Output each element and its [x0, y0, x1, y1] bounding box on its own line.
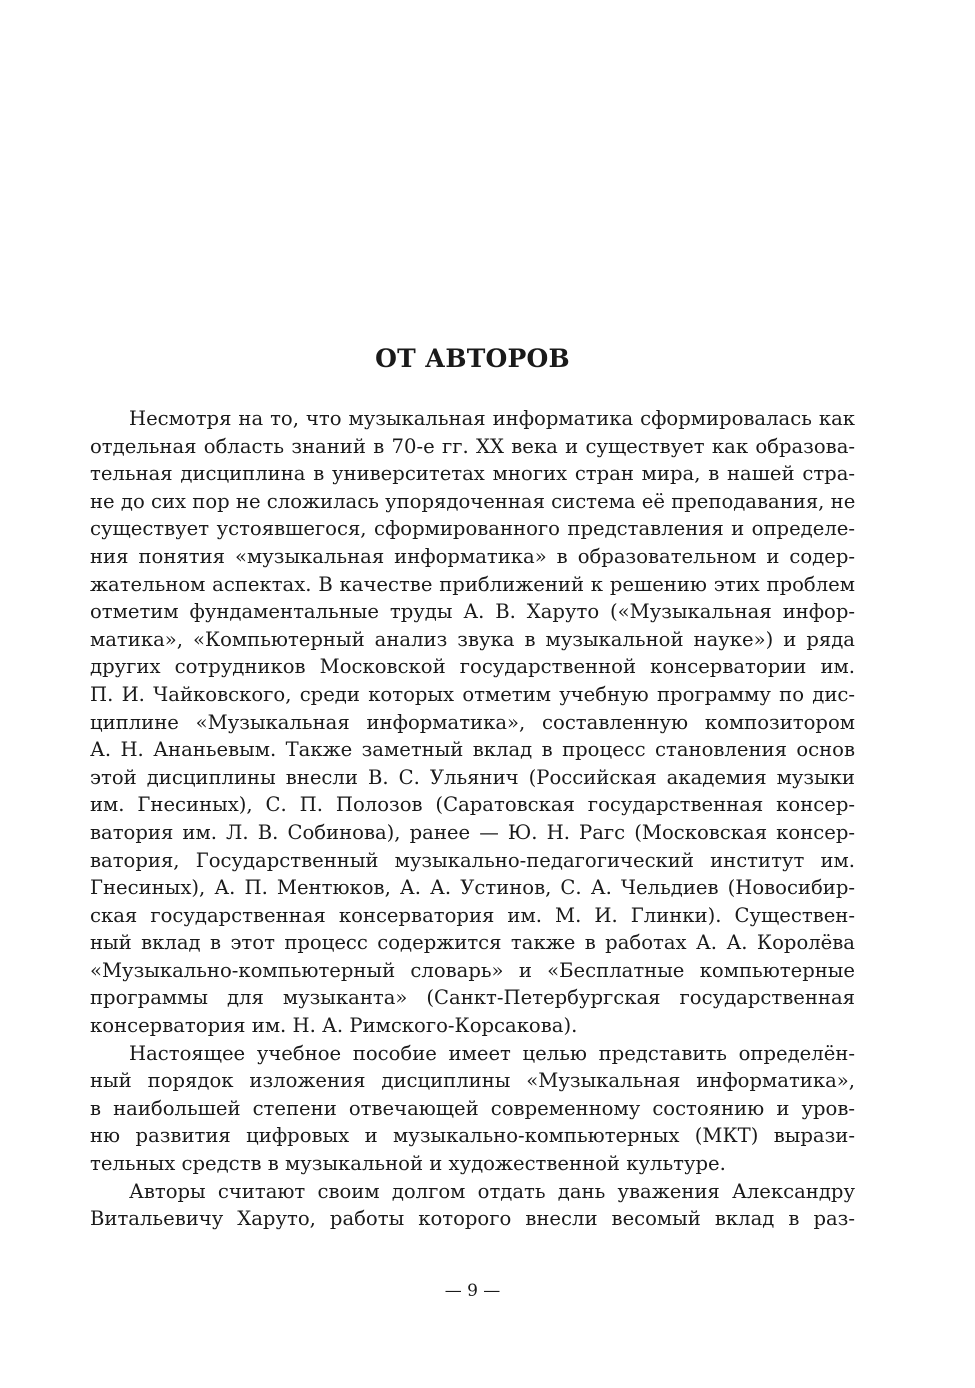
text-line: матика», «Компьютерный анализ звука в музыкальной науке») и ряда [90, 627, 855, 651]
text-line: «Музыкально-компьютерный словарь» и «Бесплатные компьютерные [90, 958, 855, 982]
text-line: Несмотря на то, что музыкальная информатика сформировалась как [129, 407, 855, 430]
text-line: ню развития цифровых и музыкально-компьютерных (МКТ) вырази- [90, 1124, 855, 1148]
text-line: отметим фундаментальные труды А. В. Харуто («Музыкальная инфор- [90, 600, 855, 624]
text-line: П. И. Чайковского, среди которых отметим учебную программу по дис- [90, 682, 855, 706]
text-line: ный порядок изложения дисциплины «Музыкальная информатика», [90, 1069, 855, 1093]
text-line: Настоящее учебное пособие имеет целью представить определён- [129, 1041, 855, 1065]
text-line: Витальевичу Харуто, работы которого внесли весомый вклад в раз- [90, 1207, 855, 1231]
text-line: тельная дисциплина в университетах многих стран мира, в нашей стра- [90, 462, 855, 486]
text-line: ватория им. Л. В. Собинова), ранее — Ю. Н. Рагс (Московская консер- [90, 820, 855, 844]
page-number: — 9 — [444, 1281, 501, 1301]
section-heading: ОТ АВТОРОВ [375, 344, 570, 373]
text-line: Гнесиных), А. П. Ментюков, А. А. Устинов, С. А. Чельдиев (Новосибир- [90, 876, 855, 900]
text-line: этой дисциплины внесли В. С. Ульянич (Российская академия музыки [90, 765, 855, 789]
text-line: циплине «Музыкальная информатика», составленную композитором [90, 710, 855, 734]
body-text [90, 405, 855, 1233]
text-line: Авторы считают своим долгом отдать дань уважения Александру [129, 1179, 855, 1203]
text-line: ния понятия «музыкальная информатика» в образовательном и содер- [90, 544, 855, 568]
text-line: ный вклад в этот процесс содержится также в работах А. А. Королёва [90, 931, 855, 955]
text-line: не до сих пор не сложилась упорядоченная система её преподавания, не [90, 489, 856, 513]
text-line: в наибольшей степени отвечающей современному состоянию и уров- [90, 1096, 855, 1120]
text-line: А. Н. Ананьевым. Также заметный вклад в процесс становления основ [90, 738, 855, 762]
text-line: тельных средств в музыкальной и художественной культуре. [90, 1152, 726, 1176]
text-line: жательном аспектах. В качестве приближений к решению этих проблем [90, 572, 855, 596]
text-line: программы для музыканта» (Санкт-Петербургская государственная [90, 986, 855, 1010]
text-line: консерватория им. Н. А. Римского-Корсакова). [90, 1014, 578, 1038]
text-line: им. Гнесиных), С. П. Полозов (Саратовская государственная консер- [90, 793, 855, 817]
text-line: ская государственная консерватория им. М. И. Глинки). Существен- [90, 903, 855, 927]
text-line: ватория, Государственный музыкально-педагогический институт им. [90, 848, 855, 872]
text-line: существует устоявшегося, сформированного представления и определе- [90, 517, 855, 541]
text-line: отдельная область знаний в 70-е гг. XX века и существует как образова- [90, 434, 855, 458]
text-line: других сотрудников Московской государственной консерватории им. [90, 655, 855, 679]
